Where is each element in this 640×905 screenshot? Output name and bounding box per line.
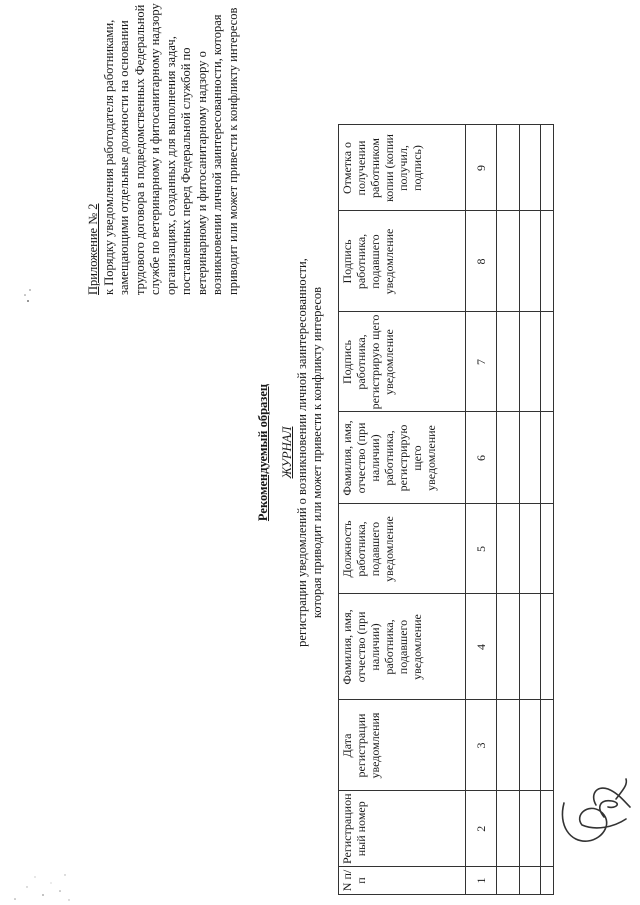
empty-cell (520, 867, 541, 895)
empty-cell (497, 791, 520, 867)
column-number: 1 (466, 867, 497, 895)
appendix-line: приводит или может привести к конфликту интересов (225, 7, 240, 295)
table-row (520, 125, 541, 895)
empty-cell (520, 412, 541, 504)
journal-line-2: которая приводит или может привести к конфликту интересов (310, 286, 324, 619)
empty-cell (497, 594, 520, 700)
empty-cell (541, 791, 554, 867)
empty-cell (541, 504, 554, 594)
column-number: 9 (466, 125, 497, 211)
column-number: 8 (466, 211, 497, 312)
appendix-line: возникновении личной заинтересованности, которая (210, 14, 224, 295)
appendix-line: Приложение № 2 (86, 203, 100, 295)
scan-speck (22, 285, 36, 305)
empty-cell (497, 125, 520, 211)
registration-table (338, 125, 554, 896)
empty-cell (520, 594, 541, 700)
empty-cell (541, 312, 554, 412)
header-cell: Подпись работника, регистрирую щего уведомление (339, 312, 466, 412)
empty-cell (497, 504, 520, 594)
header-cell: Дата регистрации уведомления (339, 700, 466, 791)
empty-cell (520, 312, 541, 412)
header-cell: Фамилия, имя, отчество (при наличии) работника, регистрирую щего уведомление (339, 412, 466, 504)
appendix-line: организациях, созданных для выполнения задач, (163, 36, 178, 295)
empty-cell (541, 125, 554, 211)
empty-cell (520, 211, 541, 312)
empty-cell (520, 700, 541, 791)
header-cell: Должность работника, подавшего уведомление (339, 504, 466, 594)
journal-line-1: регистрации уведомлений о возникновении личной заинтересованности, (295, 258, 309, 647)
empty-cell (497, 700, 520, 791)
column-number: 2 (466, 791, 497, 867)
appendix-line: к Порядку уведомления работодателя работниками, (101, 19, 116, 295)
header-cell: Отметка о получении работником копии (копии получил, подпись) (339, 125, 466, 211)
column-number: 4 (466, 594, 497, 700)
empty-cell (541, 211, 554, 312)
journal-title: ЖУРНАЛ (280, 426, 294, 479)
empty-cell (541, 700, 554, 791)
appendix-line: трудового договора в подведомственных Федеральной (132, 4, 147, 295)
column-number: 6 (466, 412, 497, 504)
column-number: 3 (466, 700, 497, 791)
column-number-row (466, 125, 497, 895)
handwritten-signature (556, 775, 636, 865)
empty-cell (520, 504, 541, 594)
appendix-line: службе по ветеринарному и фитосанитарному надзору (148, 3, 162, 295)
column-number: 7 (466, 312, 497, 412)
table-row (541, 125, 554, 895)
empty-cell (497, 312, 520, 412)
journal-heading (280, 0, 325, 905)
header-cell: Регистрацион ный номер (339, 791, 466, 867)
appendix-header (86, 0, 241, 295)
table-row (497, 125, 520, 895)
appendix-line: замещающими отдельные должности на основании (117, 20, 131, 295)
empty-cell (497, 211, 520, 312)
empty-cell (497, 412, 520, 504)
empty-cell (541, 867, 554, 895)
empty-cell (541, 412, 554, 504)
appendix-line: ветеринарному и фитосанитарному надзору о (194, 51, 209, 295)
scan-noise (5, 865, 75, 905)
header-cell: Фамилия, имя, отчество (при наличии) работника, подавшего уведомление (339, 594, 466, 700)
empty-cell (497, 867, 520, 895)
table-header-row (339, 125, 466, 895)
empty-cell (520, 125, 541, 211)
appendix-line: поставленных перед Федеральной службой по (179, 47, 193, 295)
sample-subtitle: Рекомендуемый образец (256, 383, 270, 522)
column-number: 5 (466, 504, 497, 594)
header-cell: Подпись работника, подавшего уведомление (339, 211, 466, 312)
header-cell: N п/п (339, 867, 466, 895)
empty-cell (541, 594, 554, 700)
empty-cell (520, 791, 541, 867)
